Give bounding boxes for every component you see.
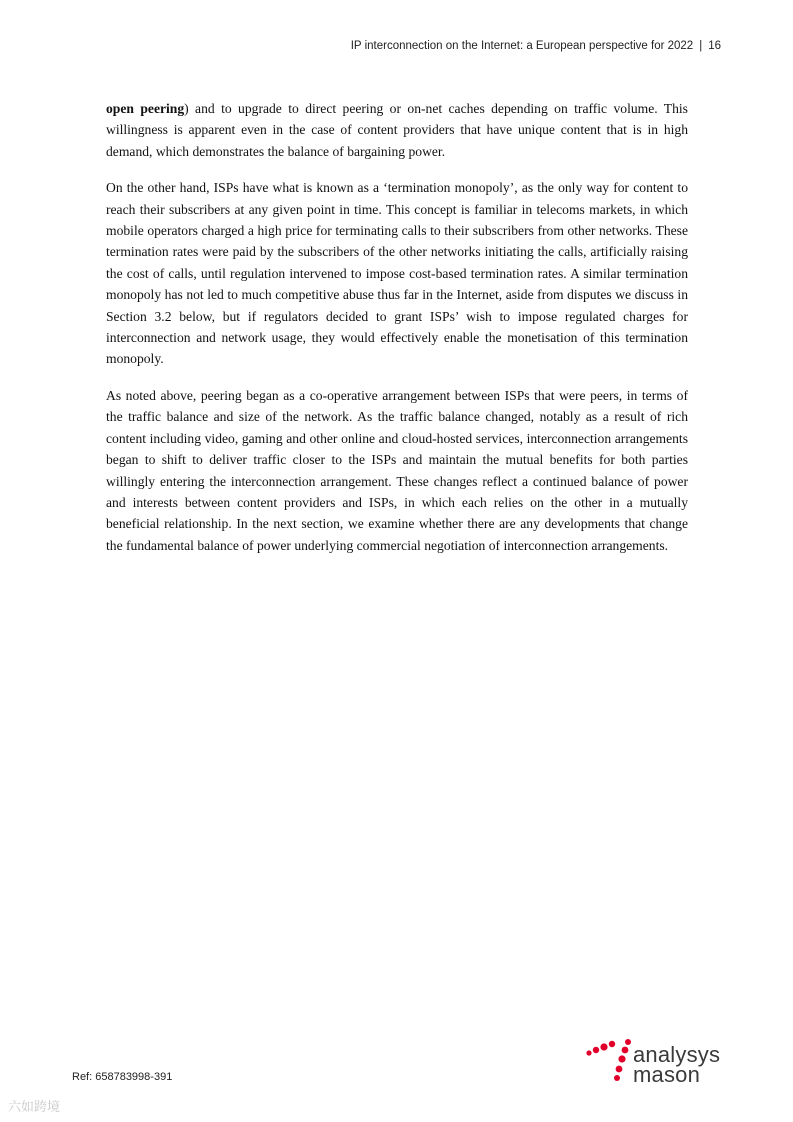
logo-dot [593, 1047, 599, 1053]
analysys-mason-logo [584, 1038, 734, 1088]
logo-dot [622, 1047, 629, 1054]
header-separator: | [699, 40, 703, 52]
logo-dot [618, 1055, 625, 1062]
logo-dot [609, 1041, 615, 1047]
page-number: 16 [708, 40, 721, 52]
logo-dot [616, 1066, 623, 1073]
logo-word-analysys: analysys [633, 1042, 721, 1067]
body-text [106, 98, 688, 571]
open-peering-term: open peering [106, 101, 185, 116]
paragraph-2: On the other hand, ISPs have what is known as a ‘termination monopoly’, as the only way for content to reach their subscribers at any given point in time. This concept is familiar in telecoms markets, in which mobile operators charged a high price for terminating calls to their subscribers from other networks. These termination rates were paid by the subscribers of the other networks initiating the calls, artificially raising the cost of calls, until regulation intervened to impose cost-based termination rates. A similar termination monopoly has not led to much competitive abuse thus far in the Internet, aside from disputes we discuss in Section 3.2 below, but if regulators decided to grant ISPs’ wish to impose regulated charges for interconnection and network usage, they would effectively enable the monetisation of this termination monopoly. [106, 180, 688, 367]
logo-dots-icon [584, 1038, 632, 1088]
document-title: IP interconnection on the Internet: a European perspective for 2022 [350, 40, 694, 52]
logo-word-mason: mason [633, 1062, 701, 1087]
watermark [8, 1096, 60, 1115]
paragraph-3: As noted above, peering began as a co-operative arrangement between ISPs that were peers, in terms of the traffic balance and size of the network. As the traffic balance changed, notably as a result of rich content including video, gaming and other online and cloud-hosted services, interconnection arrangements began to shift to deliver traffic closer to the ISPs and maintain the mutual benefits for both parties willingly entering the interconnection arrangement. These changes reflect a continued balance of power and interests between content providers and ISPs, in which each relies on the other in a mutually beneficial relationship. In the next section, we examine whether there are any developments that change the fundamental balance of power underlying commercial negotiation of interconnection arrangements. [106, 387, 688, 553]
logo-dot [614, 1075, 620, 1081]
paragraph-1 [106, 98, 688, 162]
watermark-text: 六如跨境 [8, 1100, 61, 1115]
paragraph-1-text: ) and to upgrade to direct peering or on-net caches depending on traffic volume. This willingness is apparent even in the case of content providers that have unique content that is in high demand, which demonstrates the balance of bargaining power. [106, 101, 688, 159]
logo-dot [586, 1050, 591, 1055]
running-header [351, 40, 721, 52]
reference-number: Ref: 658783998-391 [72, 1071, 173, 1083]
logo-dot [625, 1039, 631, 1045]
logo-dot [600, 1043, 607, 1050]
